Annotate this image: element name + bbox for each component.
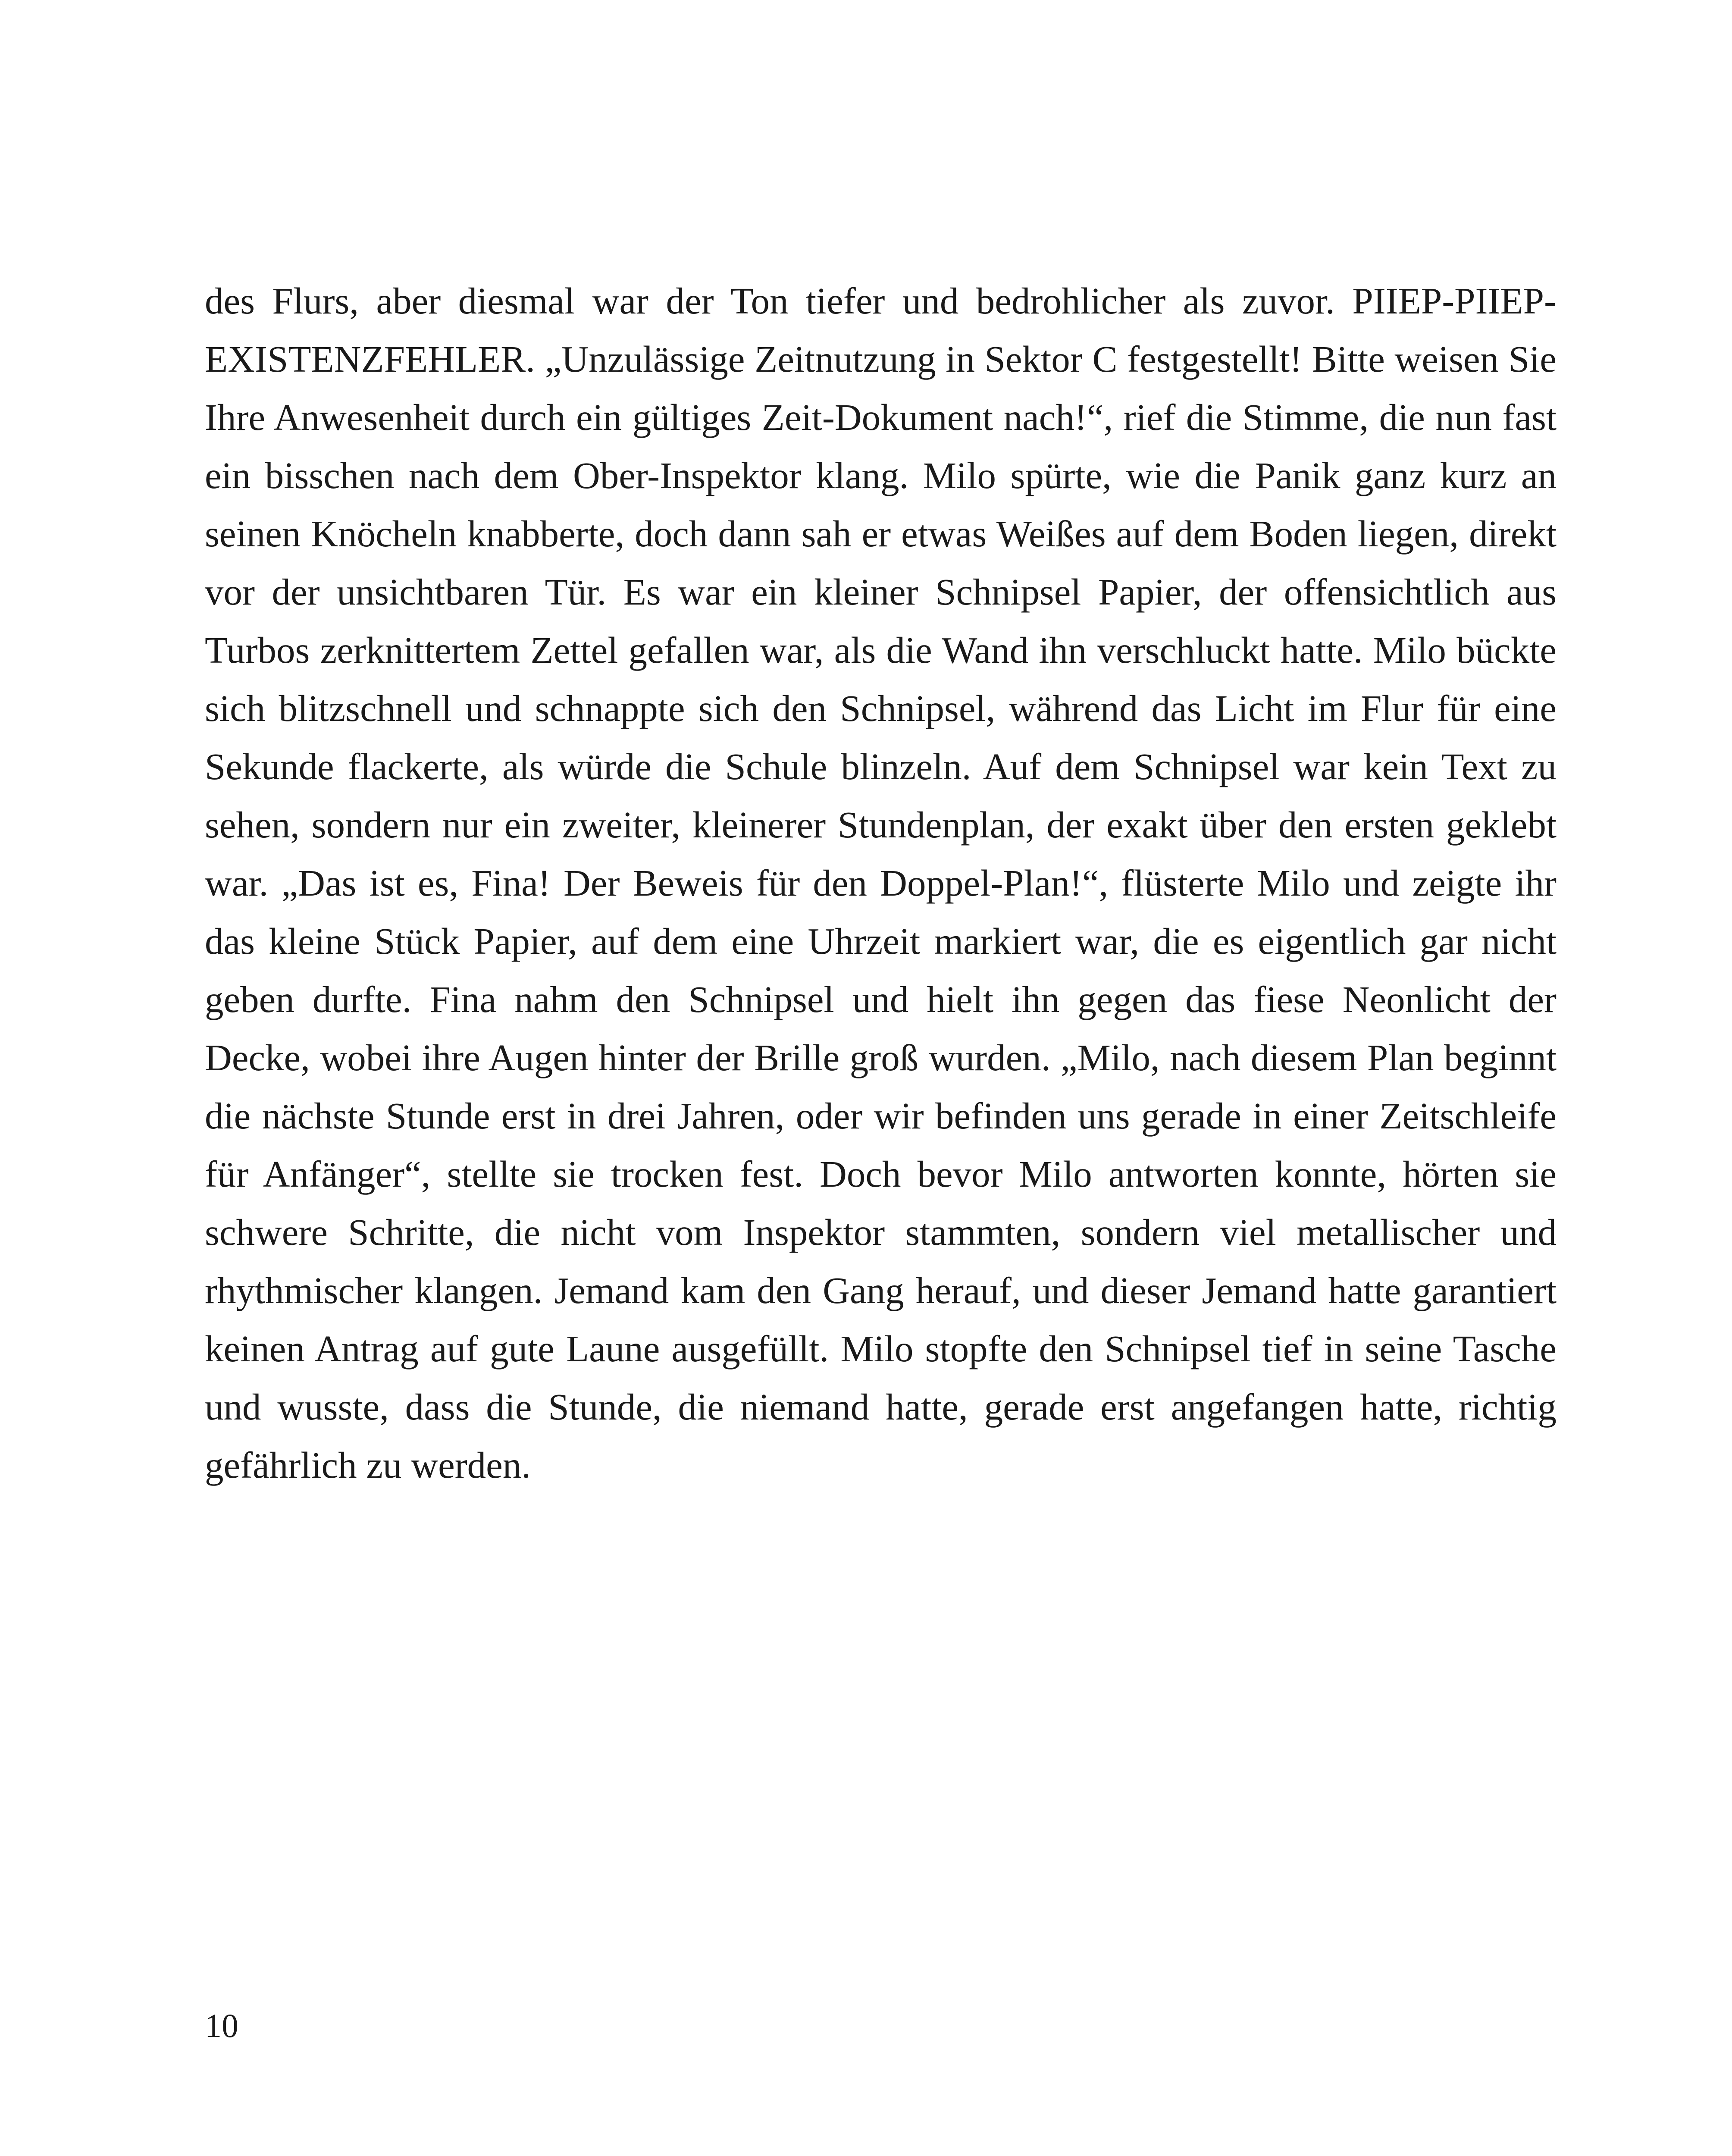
body-paragraph: des Flurs, aber diesmal war der Ton tiefer und bedrohlicher als zuvor. PIIEP-PIIEP-EXISTENZFEHLER. „Unzulässige Zeitnutzung in Sektor C festgestellt! Bitte weisen Sie Ihre Anwesenheit durch ein gültiges Zeit-Dokument nach!“, rief die Stimme, die nun fast ein bisschen nach dem Ober-Inspektor klang. Milo spürte, wie die Panik ganz kurz an seinen Knöcheln knabberte, doch dann sah er etwas Weißes auf dem Boden liegen, direkt vor der unsichtbaren Tür. Es war ein kleiner Schnipsel Papier, der offensichtlich aus Turbos zerknittertem Zettel gefallen war, als die Wand ihn verschluckt hatte. Milo bückte sich blitzschnell und schnappte sich den Schnipsel, während das Licht im Flur für eine Sekunde flackerte, als würde die Schule blinzeln. Auf dem Schnipsel war kein Text zu sehen, sondern nur ein zweiter, kleinerer Stundenplan, der exakt über den ersten geklebt war. „Das ist es, Fina! Der Beweis für den Doppel-Plan!“, flüsterte Milo und zeigte ihr das kleine Stück Papier, auf dem eine Uhrzeit markiert war, die es eigentlich gar nicht geben durfte. Fina nahm den Schnipsel und hielt ihn gegen das fiese Neonlicht der Decke, wobei ihre Augen hinter der Brille groß wurden. „Milo, nach diesem Plan beginnt die nächste Stunde erst in drei Jahren, oder wir befinden uns gerade in einer Zeitschleife für Anfänger“, stellte sie trocken fest. Doch bevor Milo antworten konnte, hörten sie schwere Schritte, die nicht vom Inspektor stammten, sondern viel metallischer und rhythmischer klangen. Jemand kam den Gang herauf, und dieser Jemand hatte garantiert keinen Antrag auf gute Laune ausgefüllt. Milo stopfte den Schnipsel tief in seine Tasche und wusste, dass die Stunde, die niemand hatte, gerade erst angefangen hatte, richtig gefährlich zu werden. [205, 280, 1557, 1486]
page-number: 10 [205, 2007, 238, 2044]
